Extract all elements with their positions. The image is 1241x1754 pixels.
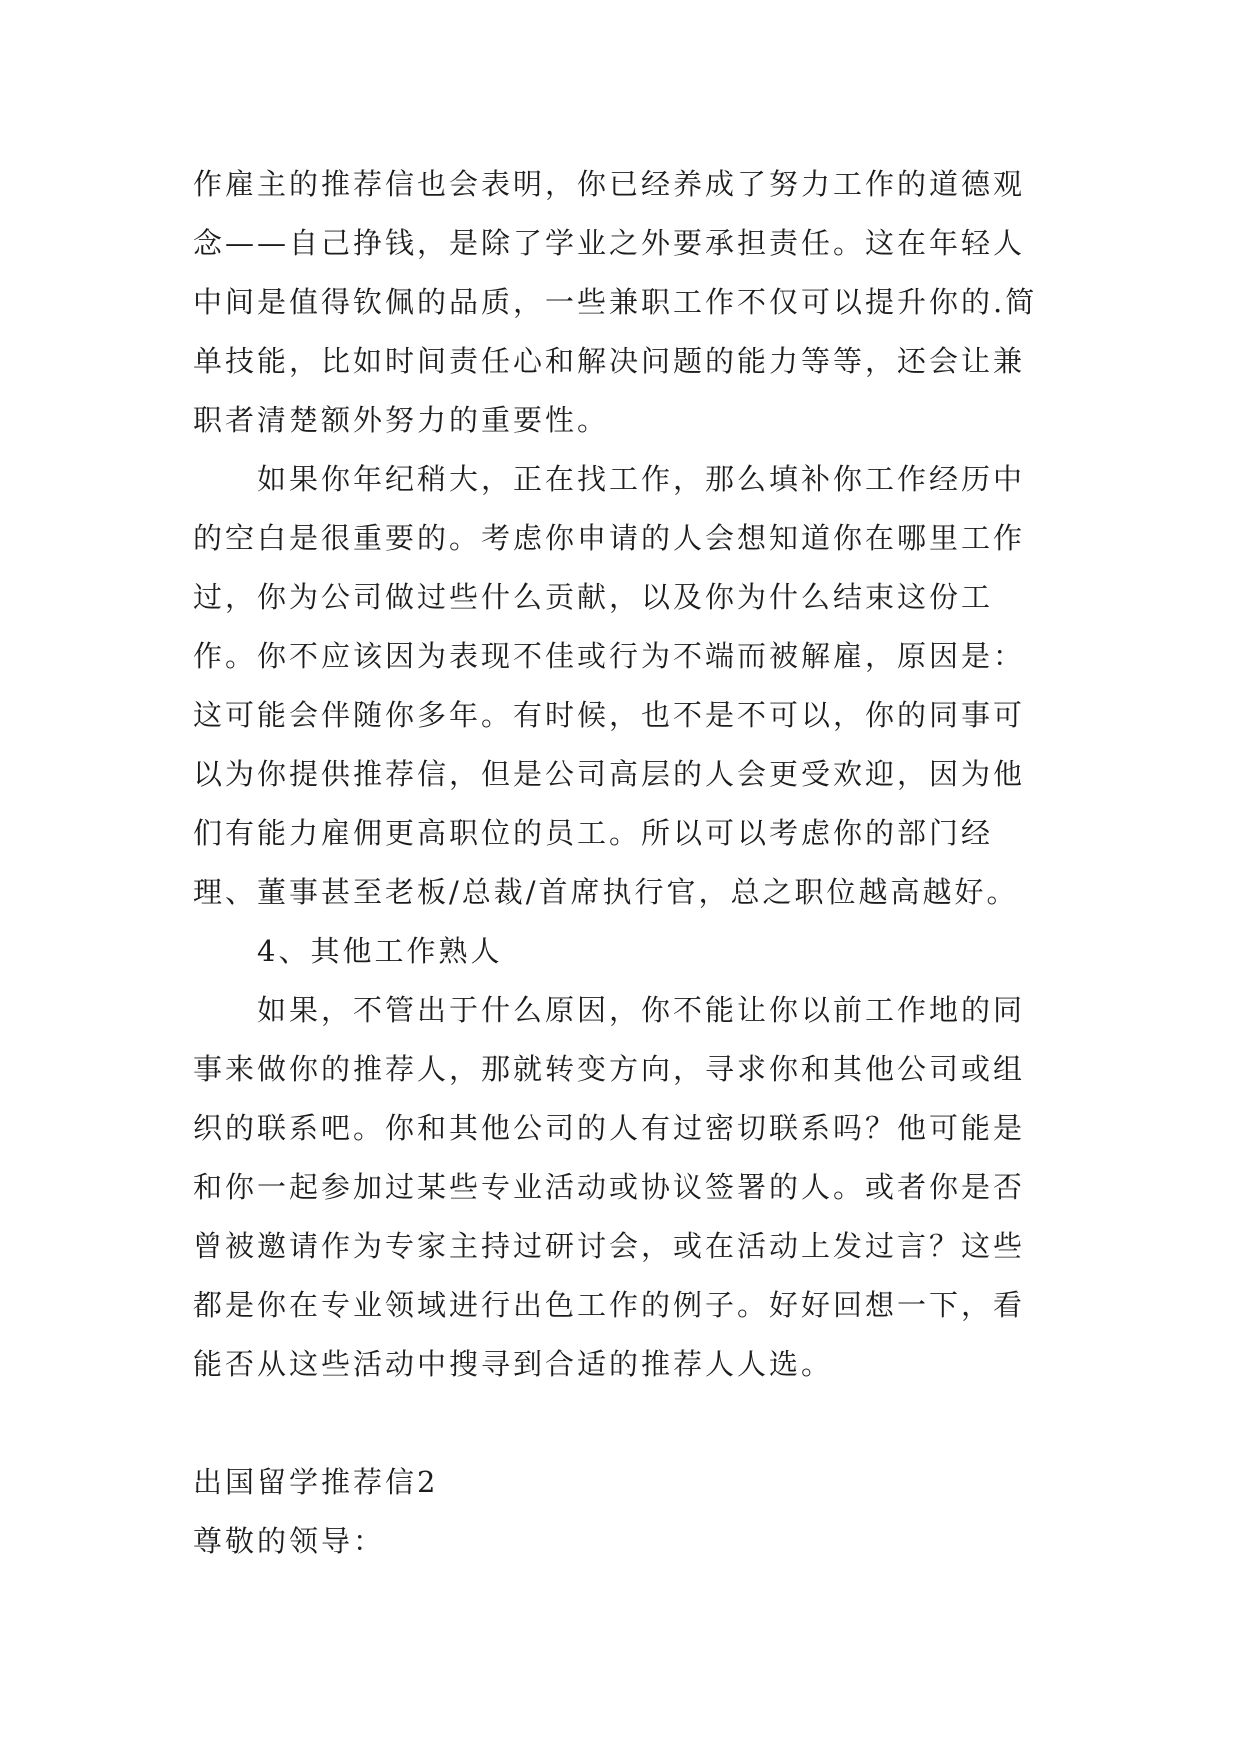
paragraph-other-companies: 如果，不管出于什么原因，你不能让你以前工作地的同事来做你的推荐人，那就转变方向，寻求你和其他公司或组织的联系吧。你和其他公司的人有过密切联系吗？他可能是和你一起参加过某些专业活动或协议签署的人。或者你是否曾被邀请作为专家主持过研讨会，或在活动上发过言？这些都是你在专业领域进行出色工作的例子。好好回想一下，看能否从这些活动中搜寻到合适的推荐人人选。 bbox=[193, 993, 1026, 1381]
paragraph-employer-letter: 作雇主的推荐信也会表明，你已经养成了努力工作的道德观念——自己挣钱，是除了学业之外要承担责任。这在年轻人中间是值得钦佩的品质，一些兼职工作不仅可以提升你的.简单技能，比如时间责任心和解决问题的能力等等，还会让兼职者清楚额外努力的重要性。 bbox=[193, 167, 1038, 437]
document-body bbox=[193, 155, 1049, 1571]
blank-line bbox=[193, 1394, 1049, 1453]
paragraph-work-gap: 如果你年纪稍大，正在找工作，那么填补你工作经历中的空白是很重要的。考虑你申请的人会想知道你在哪里工作过，你为公司做过些什么贡献，以及你为什么结束这份工作。你不应该因为表现不佳或行为不端而被解雇，原因是：这可能会伴随你多年。有时候，也不是不可以，你的同事可以为你提供推荐信，但是公司高层的人会更受欢迎，因为他们有能力雇佣更高职位的员工。所以可以考虑你的部门经理、董事甚至老板/总裁/首席执行官，总之职位越高越好。 bbox=[193, 462, 1026, 909]
section-title: 出国留学推荐信2 bbox=[193, 1465, 439, 1499]
salutation: 尊敬的领导： bbox=[193, 1524, 386, 1558]
section-heading-other-acquaintances: 4、其他工作熟人 bbox=[257, 934, 503, 968]
